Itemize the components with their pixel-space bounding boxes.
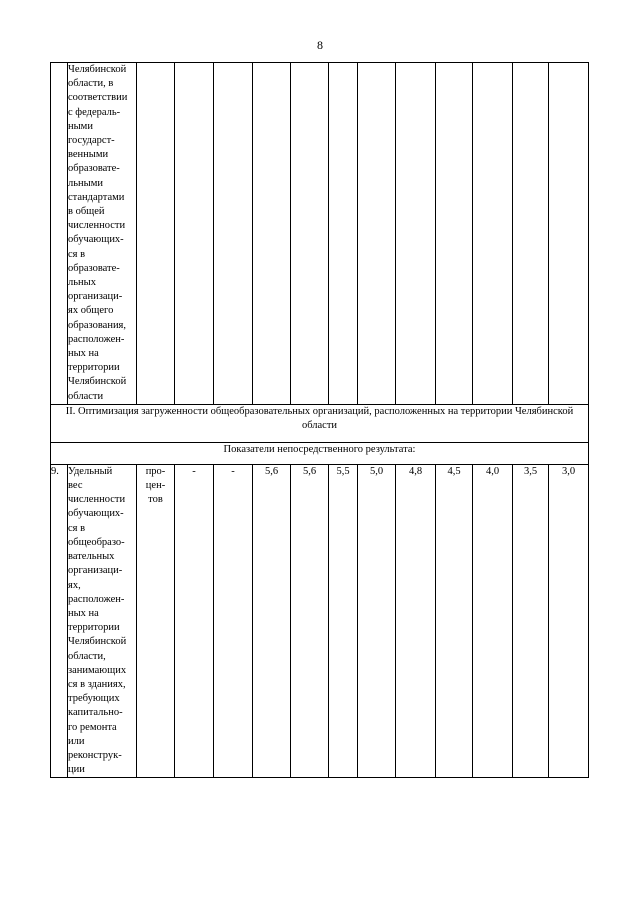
value-cell <box>513 63 549 405</box>
indicator-description-cell <box>68 63 137 405</box>
row-number: 9. <box>51 464 68 777</box>
value-cell: 3,0 <box>549 464 589 777</box>
section-title: II. Оптимизация загруженности общеобразовательных организаций, расположенных на территории Челябинской области <box>51 404 589 442</box>
description-line: Челябинской <box>68 64 127 75</box>
value-cell <box>175 63 214 405</box>
description-line: ся в зданиях, <box>68 678 126 690</box>
description-line: ными <box>68 120 93 132</box>
description-line: государст- <box>68 135 115 147</box>
description-line: образовате- <box>68 163 120 175</box>
description-line: области <box>68 390 104 402</box>
value-cell: - <box>214 464 253 777</box>
description-line: обучающих- <box>68 508 124 520</box>
description-line: ях, <box>68 579 81 591</box>
section-header-row <box>51 404 589 442</box>
value-cell <box>329 63 358 405</box>
description-line: реконструк- <box>68 749 122 761</box>
value-cell: 4,0 <box>473 464 513 777</box>
value-cell <box>358 63 396 405</box>
description-line: организаци- <box>68 565 123 577</box>
value-cell <box>291 63 329 405</box>
unit-line: тов <box>148 494 163 506</box>
value-cell: - <box>175 464 214 777</box>
value-cell <box>436 63 473 405</box>
description-line: образовате- <box>68 262 120 274</box>
value-cell: 4,5 <box>436 464 473 777</box>
description-line: общеобразо- <box>68 536 125 548</box>
description-line: го ремонта <box>68 721 117 733</box>
value-cell: 5,5 <box>329 464 358 777</box>
description-line: ции <box>68 764 85 776</box>
description-line: ся в <box>68 522 86 534</box>
description-line: вательных <box>68 551 115 563</box>
description-line: стандартами <box>68 191 125 203</box>
value-cell: 5,6 <box>253 464 291 777</box>
description-line: венными <box>68 149 109 161</box>
description-line: расположен- <box>68 593 125 605</box>
description-line: территории <box>68 622 120 634</box>
value-cell <box>396 63 436 405</box>
description-line: или <box>68 735 85 747</box>
description-line: организаци- <box>68 291 123 303</box>
description-line: занимающих <box>68 664 127 676</box>
indicators-table <box>50 62 589 778</box>
value-cell <box>214 63 253 405</box>
description-line: Челябинской <box>68 636 127 648</box>
subsection-header-row <box>51 442 589 464</box>
description-line: численности <box>68 220 126 232</box>
row-number-cell <box>51 63 68 405</box>
page-number: 8 <box>317 38 323 52</box>
description-line: соответствии <box>68 92 128 104</box>
unit-line: цен- <box>145 480 166 492</box>
description-line: требующих <box>68 693 120 705</box>
description-line: Челябинской <box>68 376 127 388</box>
description-line: области, <box>68 650 106 662</box>
unit-line: про- <box>145 465 166 477</box>
description-line: с федераль- <box>68 106 121 118</box>
description-line: Удельный <box>68 465 113 477</box>
value-cell <box>549 63 589 405</box>
description-line: ных на <box>68 607 99 619</box>
value-cell: 5,6 <box>291 464 329 777</box>
description-line: в общей <box>68 206 105 218</box>
description-line: области, в <box>68 78 114 90</box>
description-line: капитально- <box>68 707 123 719</box>
value-cell: 3,5 <box>513 464 549 777</box>
table-row-continued <box>51 63 589 405</box>
description-line: льными <box>68 177 103 189</box>
description-line: вес <box>68 480 83 492</box>
description-line: ных на <box>68 348 99 360</box>
value-cell: 5,0 <box>358 464 396 777</box>
description-line: образования, <box>68 319 127 331</box>
description-line: территории <box>68 362 120 374</box>
description-line: численности <box>68 494 126 506</box>
value-cell <box>253 63 291 405</box>
value-cell: 4,8 <box>396 464 436 777</box>
unit-cell <box>137 63 175 405</box>
description-line: расположен- <box>68 333 125 345</box>
unit-cell <box>137 464 175 777</box>
description-line: льных <box>68 277 96 289</box>
description-line: ся в <box>68 248 86 260</box>
table-row-9 <box>51 464 589 777</box>
indicator-description-cell <box>68 464 137 777</box>
value-cell <box>473 63 513 405</box>
subsection-title: Показатели непосредственного результата: <box>51 442 589 464</box>
description-line: обучающих- <box>68 234 124 246</box>
description-line: ях общего <box>68 305 114 317</box>
